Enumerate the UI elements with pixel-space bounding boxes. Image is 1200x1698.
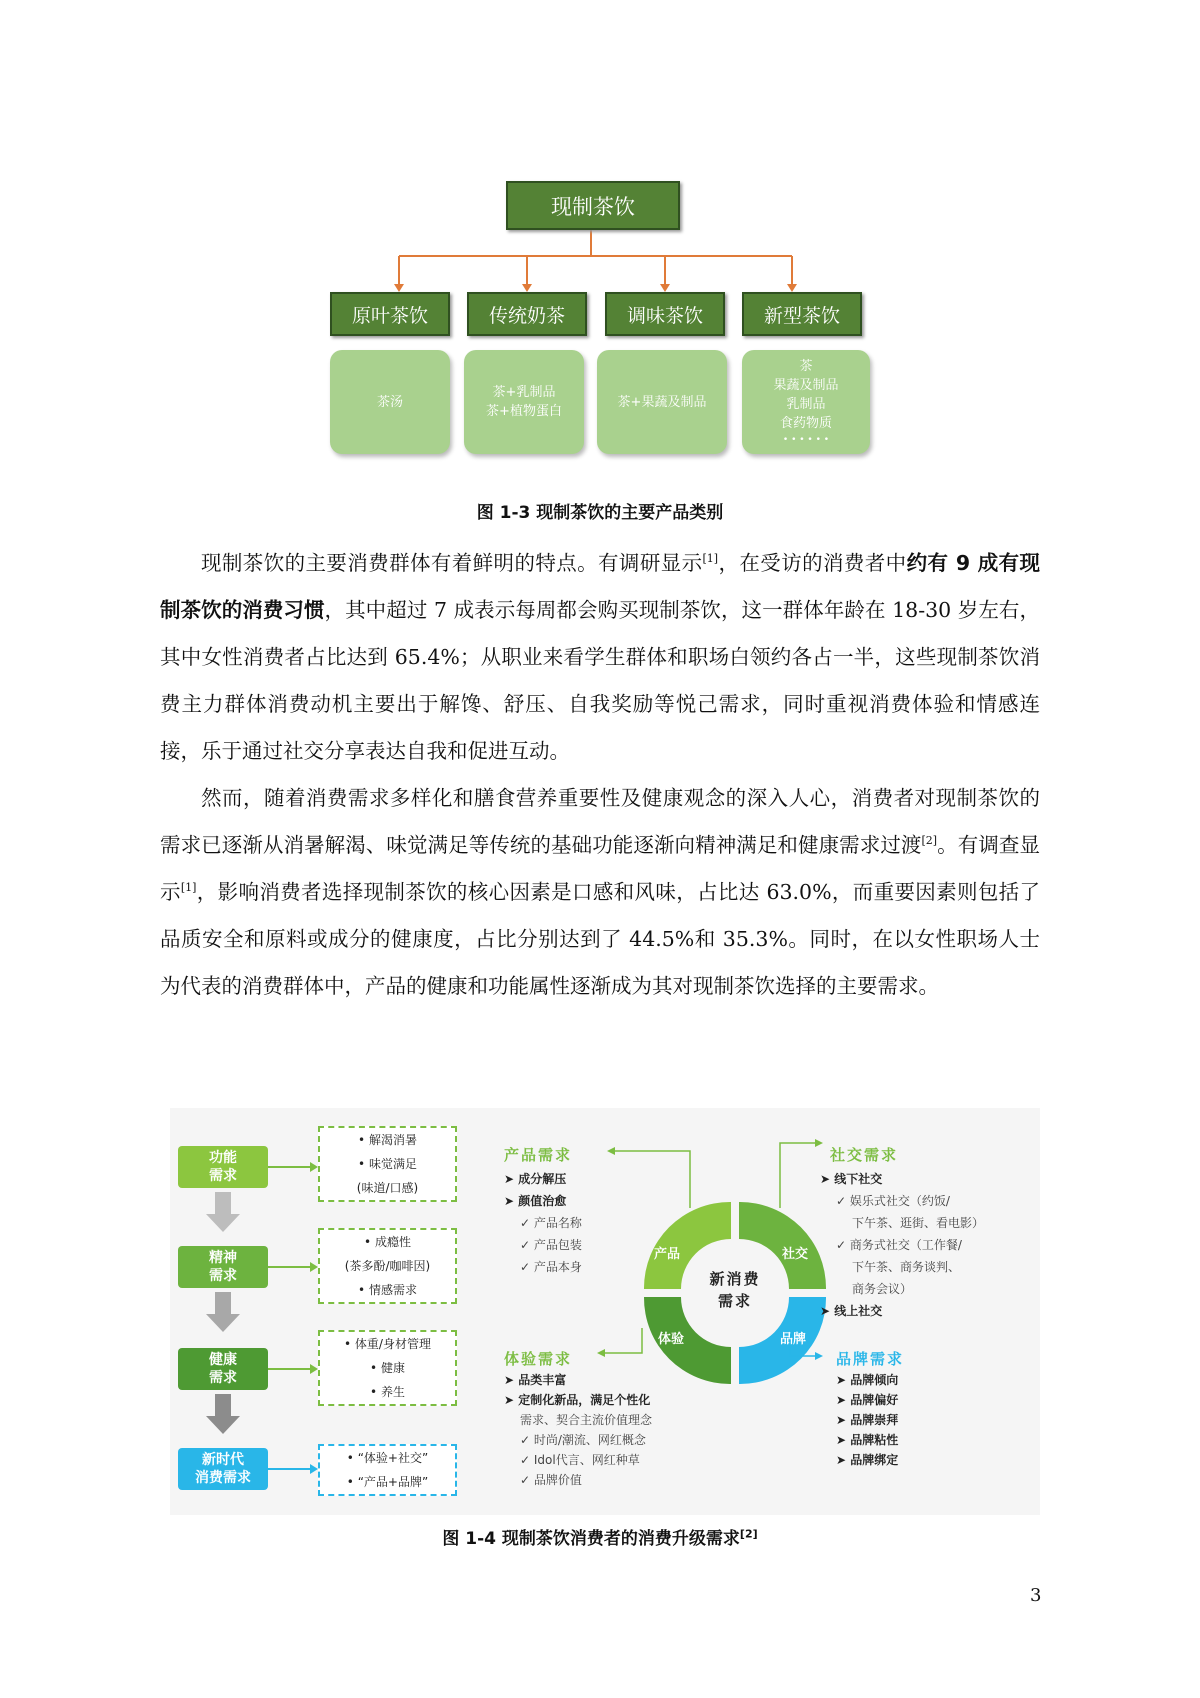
spirit-items	[318, 1228, 457, 1304]
list-item: ➤ 定制化新品，满足个性化	[504, 1393, 651, 1407]
item: • 味觉满足	[358, 1157, 417, 1171]
sub-line: 茶+果蔬及制品	[617, 394, 707, 410]
product-needs-title: 产品需求	[504, 1146, 573, 1164]
paragraph	[160, 775, 1040, 1010]
list-item: ✓ 娱乐式社交（约饭/	[836, 1194, 950, 1208]
citation: [2]	[739, 1527, 758, 1541]
figure-caption	[0, 1524, 1200, 1549]
need-label: 需求	[209, 1168, 237, 1184]
quadrant-label: 社交	[782, 1247, 809, 1262]
text-run: ，在受访的消费者中	[718, 551, 907, 575]
tree-connectors	[0, 0, 1200, 330]
text-run: 然而，随着消费需求多样化和膳食营养重要性及健康观念的深入人心，消费者对现制茶饮的需求已逐渐从消暑解渴、味觉满足等传统的基础功能逐渐向精神满足和健康需求过渡	[160, 786, 1040, 857]
text-run: ，影响消费者选择现制茶饮的核心因素是口感和风味，占比达 63.0%，而重要因素则包括了品质安全和原料或成分的健康度，占比分别达到了 44.5%和 35.3%。同时，在以女性职场人士为代表的消费群体中，产品的健康和功能属性逐渐成为其对现制茶饮选择的主要需求。	[160, 880, 1041, 998]
list-item: ✓ 产品名称	[520, 1216, 582, 1230]
list-item: ✓ Idol代言、网红种草	[520, 1453, 640, 1467]
list-item: ✓ 时尚/潮流、网红概念	[520, 1433, 646, 1447]
item: (味道/口感)	[356, 1181, 419, 1195]
need-label: 精神	[209, 1250, 237, 1266]
experience-needs-title: 体验需求	[504, 1350, 573, 1368]
item: • 体重/身材管理	[344, 1337, 431, 1351]
list-item: ➤ 颜值治愈	[504, 1194, 567, 1208]
citation: [1]	[180, 881, 197, 895]
sub-line: 茶+植物蛋白	[486, 404, 562, 419]
item: • 成瘾性	[364, 1235, 411, 1249]
text-run: ，其中超过 7 成表示每周都会购买现制茶饮，这一群体年龄在 18-30 岁左右，其中女性消费者占比达到 65.4%；从职业来看学生群体和职场白领约各占一半，这些现制茶饮消费主力群体消费动机主要出于解馋、舒压、自我奖励等悦己需求，同时重视消费体验和情感连接，乐于通过社交分享表达自我和促进互动。	[160, 598, 1040, 763]
list-item: ➤ 线下社交	[820, 1172, 883, 1186]
product-needs-list	[504, 1168, 582, 1278]
item: • 健康	[370, 1361, 405, 1375]
brand-needs-title: 品牌需求	[836, 1350, 905, 1368]
quadrant-label: 体验	[658, 1332, 685, 1347]
list-item: ➤ 线上社交	[820, 1304, 883, 1318]
sub-line: 茶	[799, 359, 813, 374]
category-node: 调味茶饮	[605, 292, 725, 336]
list-item: 商务会议）	[852, 1282, 913, 1296]
sub-line: 食药物质	[779, 416, 832, 431]
list-item: ✓ 品牌价值	[520, 1473, 582, 1487]
category-node: 新型茶饮	[742, 292, 862, 336]
text-run: 现制茶饮的主要消费群体有着鲜明的特点。有调研显示	[201, 551, 703, 575]
list-item: ✓ 商务式社交（工作餐/	[836, 1238, 962, 1252]
new-era-items	[318, 1444, 457, 1496]
list-item: ➤ 品牌倾向	[836, 1373, 899, 1387]
list-item: 下午茶、商务谈判、	[852, 1260, 961, 1274]
root-node: 现制茶饮	[506, 181, 680, 230]
list-item: 下午茶、逛街、看电影）	[852, 1216, 985, 1230]
sub-line: 乳制品	[786, 397, 826, 412]
center-line: 需求	[717, 1292, 752, 1310]
figure-1-3	[0, 0, 1200, 540]
center-line: 新消费	[709, 1270, 761, 1288]
need-label: 新时代	[202, 1452, 244, 1468]
brand-needs-list	[836, 1370, 898, 1470]
category-node: 传统奶茶	[467, 292, 587, 336]
sub-line: 茶汤	[376, 394, 403, 410]
sub-node	[742, 350, 870, 454]
figure-caption: 图 1-3 现制茶饮的主要产品类别	[476, 503, 724, 523]
item: • 情感需求	[358, 1283, 417, 1297]
citation: [2]	[921, 834, 938, 848]
experience-needs-list	[504, 1370, 652, 1490]
need-label: 需求	[209, 1370, 237, 1386]
social-needs-list	[820, 1168, 984, 1322]
item: • 养生	[370, 1385, 405, 1399]
quadrant-label: 产品	[654, 1247, 681, 1262]
sub-node	[597, 350, 727, 454]
list-item: ➤ 成分解压	[504, 1172, 567, 1186]
sub-line: 茶+乳制品	[492, 385, 556, 400]
social-needs-title: 社交需求	[830, 1146, 899, 1164]
list-item: ➤ 品牌崇拜	[836, 1413, 899, 1427]
figure-1-4	[170, 1108, 1040, 1515]
need-label: 需求	[209, 1268, 237, 1284]
need-label: 健康	[209, 1352, 237, 1368]
need-label: 功能	[209, 1150, 237, 1166]
list-item: ➤ 品类丰富	[504, 1373, 567, 1387]
page-number: 3	[1030, 1585, 1042, 1606]
list-item: ➤ 品牌粘性	[836, 1433, 899, 1447]
need-label: 消费需求	[195, 1470, 251, 1486]
item: • 解渴消暑	[358, 1133, 417, 1147]
health-items	[318, 1330, 457, 1406]
sub-node	[330, 350, 450, 454]
list-item: ➤ 品牌绑定	[836, 1453, 899, 1467]
list-item: ✓ 产品本身	[520, 1260, 582, 1274]
sub-line: 果蔬及制品	[773, 378, 839, 393]
category-node: 原叶茶饮	[330, 292, 450, 336]
item: (茶多酚/咖啡因)	[344, 1259, 431, 1273]
bold-text: 约有 9 成有现制茶饮的消费习惯	[160, 551, 1040, 622]
quadrant-label: 品牌	[780, 1332, 807, 1347]
item: • “体验+社交”	[346, 1451, 429, 1465]
function-items	[318, 1126, 457, 1202]
list-item: ➤ 品牌偏好	[836, 1393, 899, 1407]
paragraph	[160, 540, 1040, 775]
text-run: 。有调查显示	[160, 833, 1040, 904]
list-item: ✓ 产品包装	[520, 1238, 582, 1252]
sub-node	[464, 350, 584, 454]
list-item: 需求、契合主流价值理念	[520, 1413, 653, 1427]
item: • “产品+品牌”	[346, 1475, 429, 1489]
body-text	[160, 540, 1040, 1010]
caption-text: 图 1-4 现制茶饮消费者的消费升级需求	[442, 1529, 740, 1549]
citation: [1]	[702, 552, 719, 566]
sub-line: • • • • • •	[782, 435, 830, 445]
